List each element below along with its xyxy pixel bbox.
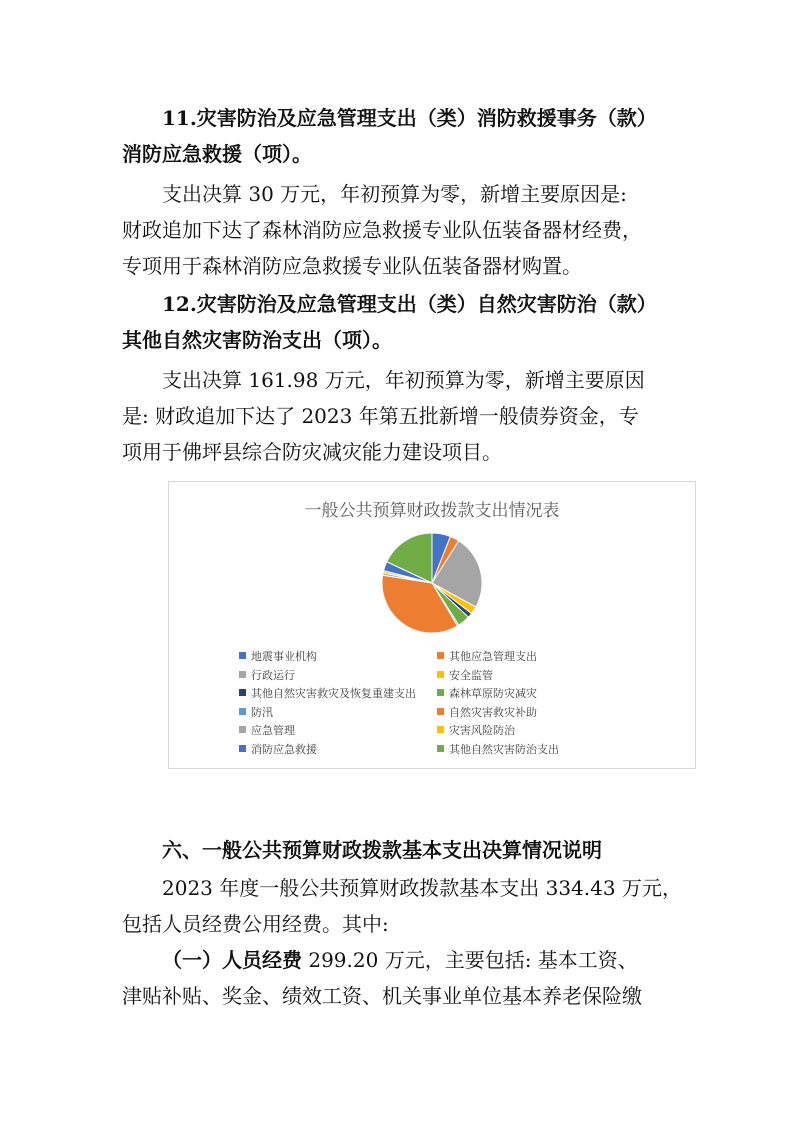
section-12-body-line3: 项用于佛坪县综合防灾减灾能力建设项目。 [122,440,502,464]
legend-item [239,706,273,720]
section-11-body [122,176,674,284]
section-12-heading-line1: 12.灾害防治及应急管理支出（类）自然灾害防治（款） [162,292,657,316]
section-11-body-line2: 财政追加下达了森林消防应急救援专业队伍装备器材经费， [122,218,642,242]
legend-label: 应急管理 [251,724,295,737]
legend-item [239,687,416,701]
legend-item [437,669,493,683]
legend-swatch [239,726,246,733]
legend-label: 其他自然灾害救灾及恢复重建支出 [251,687,416,700]
legend-label: 灾害风险防治 [449,724,515,737]
legend-swatch [437,745,444,752]
legend-label: 森林草原防灾减灾 [449,687,537,700]
legend-swatch [437,689,444,696]
legend-label: 消防应急救援 [251,742,317,756]
legend-item [437,687,537,701]
legend-swatch [239,652,246,659]
legend-item [239,743,317,757]
section-12-heading-line2: 其他自然灾害防治支出（项）。 [122,328,392,352]
section-11-heading-line2: 消防应急救援（项）。 [122,142,312,166]
section-6-body-line2: 包括人员经费公用经费。其中: [122,912,389,936]
legend-label: 安全监管 [449,668,493,682]
section-11-body-line3: 专项用于森林消防应急救援专业队伍装备器材购置。 [122,254,582,278]
item1-rest: 299.20 万元，主要包括: 基本工资、 [302,948,638,972]
legend-label: 行政运行 [251,668,295,682]
section-12-body [122,362,674,470]
legend-label: 自然灾害救灾补助 [449,705,537,719]
legend-label: 其他应急管理支出 [449,650,537,663]
section-6-body-line1: 2023 年度一般公共预算财政拨款基本支出 334.43 万元， [162,876,682,900]
section-11-heading-line1: 11.灾害防治及应急管理支出（类）消防救援事务（款） [162,106,657,130]
section-6-body [122,870,682,942]
section-12-heading [122,286,674,358]
legend-swatch [437,652,444,659]
legend-swatch [239,745,246,752]
section-12-body-line1: 支出决算 161.98 万元，年初预算为零，新增主要原因 [162,368,645,392]
item1-label: （一）人员经费 [162,948,302,972]
legend-item [437,743,559,757]
legend-item [437,650,537,664]
legend-swatch [437,671,444,678]
section-6-item1-line1 [122,942,674,978]
legend-item [239,650,317,664]
legend-item [437,706,537,720]
section-11-heading [122,100,674,172]
section-12-body-line2: 是: 财政追加下达了 2023 年第五批新增一般债券资金，专 [122,404,639,428]
legend-item [239,724,295,738]
legend-item [239,669,295,683]
legend-swatch [239,689,246,696]
legend-swatch [437,726,444,733]
legend-swatch [239,708,246,715]
legend-item [437,724,515,738]
section-6-item1 [122,942,674,1014]
legend-label: 地震事业机构 [251,650,317,663]
pie-chart [168,481,696,769]
section-6-heading-text: 六、一般公共预算财政拨款基本支出决算情况说明 [162,838,602,862]
chart-title: 一般公共预算财政拨款支出情况表 [304,501,560,521]
section-11-body-line1: 支出决算 30 万元，年初预算为零，新增主要原因是: [162,182,627,206]
legend-swatch [437,708,444,715]
legend-swatch [239,671,246,678]
section-6-heading [122,832,674,868]
legend-label: 其他自然灾害防治支出 [449,742,559,756]
section-6-item1-line2: 津贴补贴、奖金、绩效工资、机关事业单位基本养老保险缴 [122,984,642,1008]
legend-label: 防汛 [251,705,273,719]
